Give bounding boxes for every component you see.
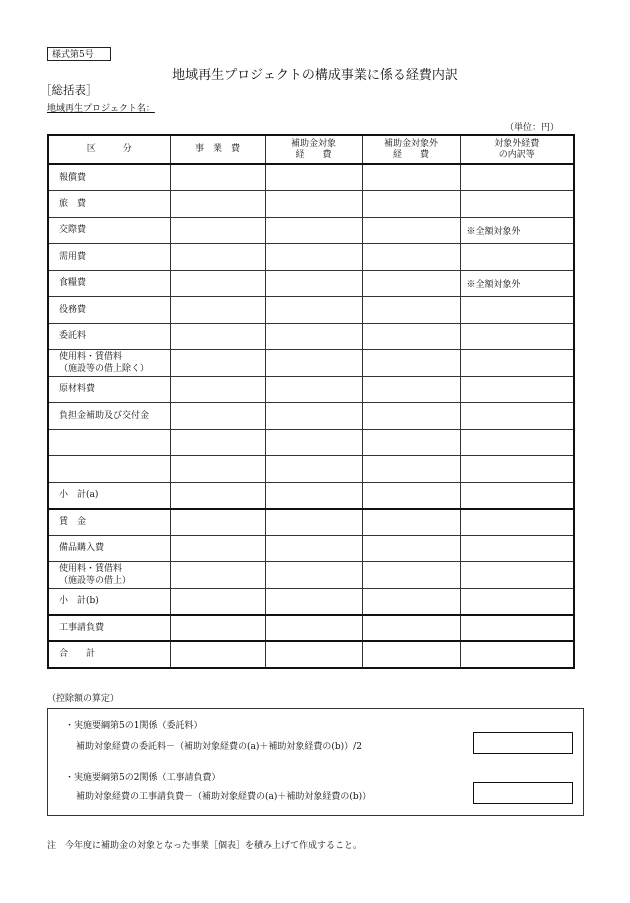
table-row [48,191,574,218]
table-row [48,535,574,562]
table-row [48,588,574,615]
cell-ineligible-cost[interactable] [362,244,460,271]
cell-project-cost[interactable] [170,217,265,244]
row-label: 合 計 [48,641,170,668]
project-name-label: 地域再生プロジェクト名： [47,104,155,114]
cell-ineligible-cost[interactable] [362,323,460,350]
cell-ineligible-cost[interactable] [362,164,460,191]
expense-table [47,134,575,669]
cell-ineligible-breakdown[interactable] [460,323,574,350]
table-row [48,270,574,297]
cell-ineligible-cost[interactable] [362,562,460,589]
cell-project-cost[interactable] [170,641,265,668]
cell-ineligible-breakdown[interactable] [460,482,574,509]
deduction-box [47,708,584,816]
row-label: 旅 費 [48,191,170,218]
table-row [48,562,574,589]
page-title: 地域再生プロジェクトの構成事業に係る経費内訳 [172,68,458,83]
cell-project-cost[interactable] [170,403,265,430]
table-row [48,297,574,324]
cell-ineligible-breakdown[interactable] [460,588,574,615]
row-label: 使用料・賃借料 （施設等の借上） [48,562,170,589]
cell-ineligible-breakdown[interactable] [460,297,574,324]
cell-eligible-cost[interactable] [265,297,362,324]
cell-ineligible-breakdown[interactable] [460,191,574,218]
table-row [48,376,574,403]
cell-ineligible-cost[interactable] [362,429,460,456]
cell-project-cost[interactable] [170,456,265,483]
cell-eligible-cost[interactable] [265,403,362,430]
deduction-item1-formula: 補助対象経費の委託料－（補助対象経費の(a)＋補助対象経費の(b)）/2 [76,742,362,752]
table-row [48,429,574,456]
cell-eligible-cost[interactable] [265,217,362,244]
table-row [48,509,574,536]
cell-eligible-cost[interactable] [265,456,362,483]
cell-ineligible-cost[interactable] [362,270,460,297]
cell-eligible-cost[interactable] [265,429,362,456]
table-row [48,482,574,509]
row-label: 需用費 [48,244,170,271]
header-category: 区 分 [48,135,170,164]
row-label: 交際費 [48,217,170,244]
cell-eligible-cost[interactable] [265,509,362,536]
cell-project-cost[interactable] [170,562,265,589]
cell-eligible-cost[interactable] [265,164,362,191]
cell-eligible-cost[interactable] [265,350,362,377]
table-row [48,350,574,377]
cell-ineligible-cost[interactable] [362,615,460,642]
cell-project-cost[interactable] [170,429,265,456]
table-row [48,615,574,642]
cell-eligible-cost[interactable] [265,244,362,271]
cell-ineligible-breakdown[interactable] [460,641,574,668]
cell-ineligible-breakdown[interactable] [460,429,574,456]
cell-ineligible-cost[interactable] [362,217,460,244]
cell-ineligible-breakdown[interactable] [460,244,574,271]
cell-eligible-cost[interactable] [265,323,362,350]
cell-project-cost[interactable] [170,191,265,218]
table-header-row [48,135,574,164]
cell-eligible-cost[interactable] [265,482,362,509]
cell-ineligible-cost[interactable] [362,588,460,615]
cell-project-cost[interactable] [170,535,265,562]
cell-ineligible-cost[interactable] [362,535,460,562]
header-ineligible-breakdown: 対象外経費 の内訳等 [460,135,574,164]
cell-ineligible-cost[interactable] [362,482,460,509]
header-project-cost: 事 業 費 [170,135,265,164]
cell-eligible-cost[interactable] [265,588,362,615]
row-label: 原材料費 [48,376,170,403]
cell-eligible-cost[interactable] [265,615,362,642]
cell-ineligible-breakdown[interactable] [460,403,574,430]
cell-ineligible-cost[interactable] [362,403,460,430]
row-label: 小 計(b) [48,588,170,615]
cell-ineligible-breakdown[interactable] [460,615,574,642]
deduction-item2-heading: ・実施要綱第5の2関係（工事請負費） [65,773,221,783]
cell-project-cost[interactable] [170,323,265,350]
cell-ineligible-cost[interactable] [362,297,460,324]
row-label [48,456,170,483]
cell-ineligible-breakdown[interactable]: ※全額対象外 [460,217,574,244]
row-label: 小 計(a) [48,482,170,509]
cell-ineligible-breakdown[interactable] [460,535,574,562]
cell-ineligible-breakdown[interactable] [460,456,574,483]
deduction-item2-formula: 補助対象経費の工事請負費－（補助対象経費の(a)＋補助対象経費の(b)） [76,792,372,802]
subtitle: ［総括表］ [40,83,98,97]
cell-ineligible-cost[interactable] [362,456,460,483]
cell-project-cost[interactable] [170,615,265,642]
cell-project-cost[interactable] [170,164,265,191]
row-label [48,429,170,456]
cell-project-cost[interactable] [170,350,265,377]
deduction-item2-answer-box[interactable] [473,782,573,804]
row-label: 報償費 [48,164,170,191]
footer-note: 注 今年度に補助金の対象となった事業［個表］を積み上げて作成すること。 [47,841,363,851]
cell-ineligible-breakdown[interactable] [460,376,574,403]
cell-ineligible-breakdown[interactable]: ※全額対象外 [460,270,574,297]
cell-ineligible-breakdown[interactable] [460,509,574,536]
header-ineligible-cost: 補助金対象外 経 費 [362,135,460,164]
table-row [48,164,574,191]
deduction-item1-heading: ・実施要綱第5の1関係（委託料） [65,721,203,731]
cell-ineligible-cost[interactable] [362,641,460,668]
row-label: 賃 金 [48,509,170,536]
cell-ineligible-cost[interactable] [362,191,460,218]
cell-ineligible-breakdown[interactable] [460,562,574,589]
row-label: 食糧費 [48,270,170,297]
cell-ineligible-cost[interactable] [362,376,460,403]
table-row [48,323,574,350]
row-label: 役務費 [48,297,170,324]
cell-project-cost[interactable] [170,297,265,324]
cell-ineligible-breakdown[interactable] [460,350,574,377]
unit-label: （単位：円） [505,123,560,133]
cell-eligible-cost[interactable] [265,562,362,589]
cell-ineligible-breakdown[interactable] [460,164,574,191]
table-row [48,217,574,244]
row-label: 備品購入費 [48,535,170,562]
cell-eligible-cost[interactable] [265,270,362,297]
cell-eligible-cost[interactable] [265,191,362,218]
cell-eligible-cost[interactable] [265,535,362,562]
cell-ineligible-cost[interactable] [362,350,460,377]
deduction-item1-answer-box[interactable] [473,732,573,754]
cell-project-cost[interactable] [170,588,265,615]
cell-project-cost[interactable] [170,270,265,297]
cell-project-cost[interactable] [170,482,265,509]
deduction-title: （控除額の算定） [47,694,120,704]
table-row [48,403,574,430]
table-row [48,641,574,668]
cell-project-cost[interactable] [170,376,265,403]
row-label: 使用料・賃借料 （施設等の借上除く） [48,350,170,377]
cell-project-cost[interactable] [170,509,265,536]
row-label: 委託料 [48,323,170,350]
table-row [48,244,574,271]
cell-eligible-cost[interactable] [265,376,362,403]
row-label: 工事請負費 [48,615,170,642]
row-label: 負担金補助及び交付金 [48,403,170,430]
table-row [48,456,574,483]
header-eligible-cost: 補助金対象 経 費 [265,135,362,164]
form-number: 様式第5号 [47,47,111,61]
cell-project-cost[interactable] [170,244,265,271]
cell-ineligible-cost[interactable] [362,509,460,536]
cell-eligible-cost[interactable] [265,641,362,668]
